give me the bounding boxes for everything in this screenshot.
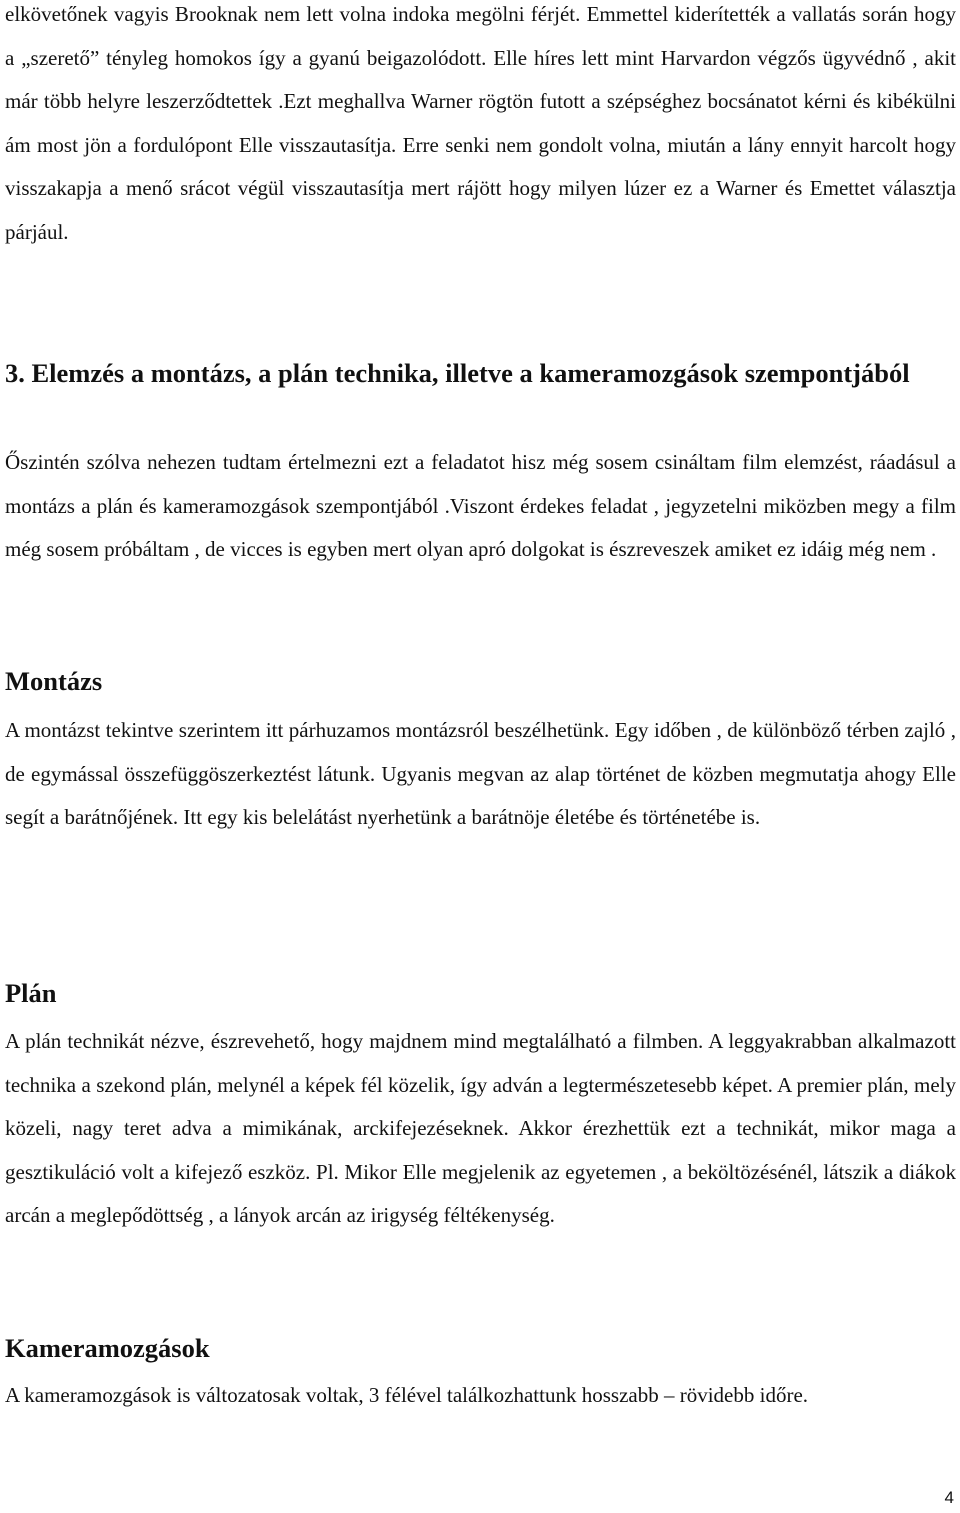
- kameramozgasok-paragraph: A kameramozgások is változatosak voltak, 3 félével találkozhattunk hosszabb – rövidebb időre.: [5, 1383, 809, 1407]
- plan-heading: Plán: [5, 978, 57, 1008]
- kameramozgasok-heading: Kameramozgások: [5, 1333, 210, 1363]
- montazs-paragraph: A montázst tekintve szerintem itt párhuzamos montázsról beszélhetünk. Egy időben , de különböző térben zajló , de egymással összefüggöszerkeztést látunk. Ugyanis megvan az alap történet de közben megmutatja ahogy Elle segít a barátnőjének. Itt egy kis belelátást nyerhetünk a barátnöje életébe és történetébe is.: [5, 718, 956, 830]
- section-3-heading: 3. Elemzés a montázs, a plán technika, illetve a kameramozgások szempontjából: [5, 358, 910, 388]
- section-3-paragraph: Őszintén szólva nehezen tudtam értelmezni ezt a feladatot hisz még sosem csináltam film elemzést, ráadásul a montázs a plán és kameramozgások szempontjából .Viszont érdekes feladat , jegyzetelni miközben megy a film még sosem próbáltam , de vicces is egyben mert olyan apró dolgokat is észreveszek amiket ez idáig még nem .: [5, 450, 956, 562]
- intro-paragraph: elkövetőnek vagyis Brooknak nem lett volna indoka megölni férjét. Emmettel kiderítették a vallatás során hogy a „szerető” tényleg homokos így a gyanú beigazolódott. Elle híres lett mint Harvardon végzős ügyvédnő , akit már több helyre leszerződtettek .Ezt meghallva Warner rögtön futott a szépséghez bocsánatot kérni és kibékülni ám most jön a fordulópont Elle visszautasítja. Erre senki nem gondolt volna, miután a lány ennyit harcolt hogy visszakapja a menő srácot végül visszautasítja mert rájött hogy milyen lúzer ez a Warner és Emettet választja párjául.: [5, 2, 956, 244]
- montazs-heading: Montázs: [5, 666, 103, 696]
- plan-paragraph: A plán technikát nézve, észrevehető, hogy majdnem mind megtalálható a filmben. A leggyakrabban alkalmazott technika a szekond plán, melynél a képek fél közelik, így adván a legtermészetesebb képet. A premier plán, mely közeli, nagy teret adva a mimikának, arckifejezéseknek. Akkor érezhettük ezt a technikát, mikor maga a gesztikuláció volt a kifejező eszköz. Pl. Mikor Elle megjelenik az egyetemen , a beköltözésénél, látszik a diákok arcán a meglepődöttség , a lányok arcán az irigység féltékenység.: [5, 1029, 956, 1228]
- page-number: 4: [944, 1488, 954, 1507]
